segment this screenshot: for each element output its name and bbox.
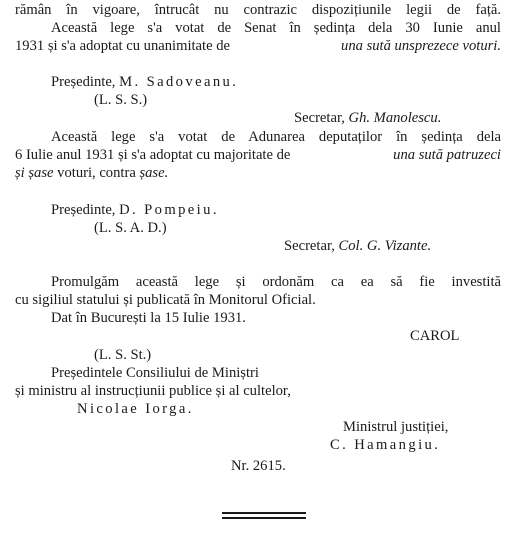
closing-rule-bottom	[222, 517, 306, 519]
senate-seal: (L. S. S.)	[94, 92, 148, 108]
paragraph-end-line: rămân în vigoare, întrucât nu contrazic dispozițiunile legii de față.	[15, 2, 501, 18]
chamber-seal: (L. S. A. D.)	[94, 220, 167, 236]
state-seal: (L. S. St.)	[94, 347, 152, 363]
king-signature: CAROL	[410, 328, 460, 344]
chamber-vote-text: 6 Iulie anul 1931 și s'a adoptat cu majoritate de	[15, 147, 291, 163]
chamber-president	[51, 201, 219, 219]
chamber-vote-against-label: voturi, contra	[57, 165, 136, 181]
senate-vote-line-2	[15, 37, 501, 55]
decree-number: Nr. 2615.	[231, 458, 286, 474]
chamber-secretary	[284, 237, 431, 255]
senate-president	[51, 73, 238, 91]
closing-rule-top	[222, 512, 306, 514]
senate-vote-line-1: Această lege s'a votat de Senat în ședința dela 30 Iunie anul	[51, 20, 501, 36]
chamber-vote-against-count: șase.	[139, 165, 169, 181]
chamber-secretary-name: Col. G. Vizante.	[338, 238, 432, 254]
promulgation-line-2: cu sigiliul statului și publicată în Monitorul Oficial.	[15, 292, 316, 308]
chamber-vote-line-3	[15, 164, 168, 182]
promulgation-date: Dat în București la 15 Iulie 1931.	[51, 310, 246, 326]
chamber-secretary-label: Secretar,	[284, 238, 335, 254]
chamber-vote-count-cont: și șase	[15, 165, 54, 181]
pm-title-line-2: și ministru al instrucțiunii publice și al cultelor,	[15, 383, 291, 399]
senate-president-name: M. Sadoveanu.	[119, 74, 239, 90]
justice-minister-title: Ministrul justiției,	[343, 419, 449, 435]
chamber-president-name: D. Pompeiu.	[119, 202, 219, 218]
promulgation-line-1: Promulgăm această lege și ordonăm ca ea să fie investită	[51, 274, 501, 290]
chamber-vote-line-2	[15, 146, 501, 164]
senate-secretary-name: Gh. Manolescu.	[348, 110, 442, 126]
chamber-vote-count: una sută patruzeci	[393, 147, 501, 163]
pm-name: Nicolae Iorga.	[77, 401, 194, 417]
senate-secretary-label: Secretar,	[294, 110, 345, 126]
senate-vote-text: 1931 și s'a adoptat cu unanimitate de	[15, 38, 230, 54]
senate-vote-count: una sută unsprezece voturi.	[341, 38, 501, 54]
pm-title-line-1: Președintele Consiliului de Miniștri	[51, 365, 259, 381]
senate-president-label: Președinte,	[51, 74, 116, 90]
chamber-president-label: Președinte,	[51, 202, 116, 218]
senate-secretary	[294, 109, 441, 127]
chamber-vote-line-1: Această lege s'a votat de Adunarea deputaților în ședința dela	[51, 129, 501, 145]
justice-minister-name: C. Hamangiu.	[330, 437, 441, 453]
